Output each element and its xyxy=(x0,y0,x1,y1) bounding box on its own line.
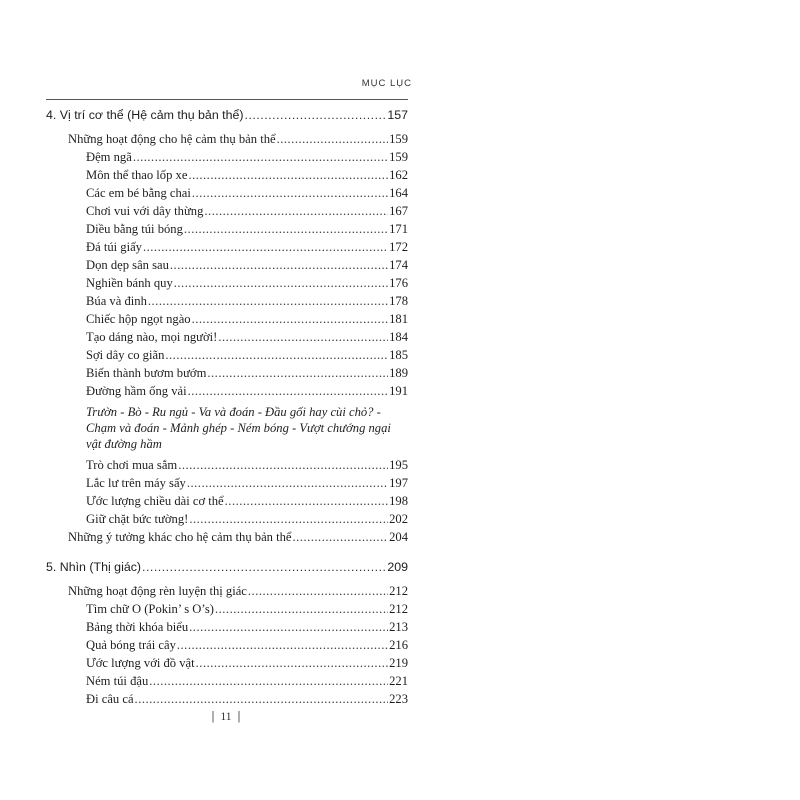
toc-item[interactable] xyxy=(46,310,408,328)
toc-item[interactable] xyxy=(46,346,408,364)
dot-leader xyxy=(277,130,389,148)
toc-page-number: 178 xyxy=(389,294,408,308)
toc-page-number: 185 xyxy=(389,348,408,362)
toc-entry-label: Giữ chặt bức tường! xyxy=(86,512,189,526)
dot-leader xyxy=(184,220,388,238)
toc-page-number: 212 xyxy=(389,602,408,616)
toc-page-number: 212 xyxy=(389,584,408,598)
folio-divider-icon: | xyxy=(237,711,241,723)
dot-leader xyxy=(248,582,388,600)
dot-leader xyxy=(188,382,389,400)
folio-divider-icon: | xyxy=(211,711,215,723)
toc-entry-label: Lắc lư trên máy sấy xyxy=(86,476,186,490)
toc-page-number: 162 xyxy=(389,168,408,182)
toc-entry-label: Tìm chữ O (Pokin’ s O’s) xyxy=(86,602,214,616)
toc-entry-label: Dọn dẹp sân sau xyxy=(86,258,169,272)
toc-entry-label: Chiếc hộp ngọt ngào xyxy=(86,312,191,326)
dot-leader xyxy=(192,310,389,328)
toc-entry-label: 4. Vị trí cơ thể (Hệ cảm thụ bản thể) xyxy=(46,108,244,122)
toc-page-number: 213 xyxy=(389,620,408,634)
toc-page-number: 197 xyxy=(389,476,408,490)
dot-leader xyxy=(192,184,388,202)
running-head: MỤC LỤC xyxy=(361,78,412,89)
toc-entry-label: Quả bóng trái cây xyxy=(86,638,176,652)
toc-item[interactable] xyxy=(46,256,408,274)
toc-entry-label: Môn thể thao lốp xe xyxy=(86,168,188,182)
toc-page-number: 181 xyxy=(389,312,408,326)
toc-entry-label: Biến thành bươm bướm xyxy=(86,366,207,380)
toc-item[interactable] xyxy=(46,202,408,220)
toc-page-number: 167 xyxy=(389,204,408,218)
toc-item[interactable] xyxy=(46,672,408,690)
toc-item[interactable] xyxy=(46,166,408,184)
dot-leader xyxy=(245,106,387,124)
dot-leader xyxy=(189,618,388,636)
toc-entry-label: Ước lượng chiều dài cơ thể xyxy=(86,494,224,508)
dot-leader xyxy=(207,364,388,382)
dot-leader xyxy=(225,492,388,510)
toc-section-4[interactable] xyxy=(46,106,408,124)
toc-section-5[interactable] xyxy=(46,558,408,576)
toc-page-number: 198 xyxy=(389,494,408,508)
toc-entry-label: 5. Nhìn (Thị giác) xyxy=(46,560,142,574)
toc-entry-label: Đệm ngã xyxy=(86,150,132,164)
toc-entry-label: Chơi vui với dây thừng xyxy=(86,204,204,218)
folio-number: 11 xyxy=(220,711,232,723)
dot-leader xyxy=(218,328,388,346)
toc-item[interactable] xyxy=(46,492,408,510)
toc-entry-label: Sợi dây co giãn xyxy=(86,348,165,362)
dot-leader xyxy=(135,690,389,708)
toc-page-number: 219 xyxy=(389,656,408,670)
toc-page-number: 159 xyxy=(389,150,408,164)
toc-entry-label: Ném túi đậu xyxy=(86,674,149,688)
dot-leader xyxy=(188,166,388,184)
toc-page-number: 209 xyxy=(387,560,408,574)
toc-page-number: 184 xyxy=(389,330,408,344)
toc-entry-label: Những hoạt động rèn luyện thị giác xyxy=(68,584,247,598)
toc-page-number: 172 xyxy=(389,240,408,254)
toc-entry-label: Những ý tưởng khác cho hệ cảm thụ bản thể xyxy=(68,530,292,544)
toc-entry-label: Đá túi giấy xyxy=(86,240,142,254)
dot-leader xyxy=(187,474,388,492)
toc-item[interactable] xyxy=(46,690,408,708)
toc-item[interactable] xyxy=(46,184,408,202)
dot-leader xyxy=(204,202,388,220)
dot-leader xyxy=(177,636,388,654)
dot-leader xyxy=(165,346,388,364)
toc-item[interactable] xyxy=(46,274,408,292)
dot-leader xyxy=(215,600,388,618)
dot-leader xyxy=(174,274,388,292)
toc-entry-label: Bảng thời khóa biểu xyxy=(86,620,189,634)
toc-item[interactable] xyxy=(46,474,408,492)
toc-page-number: 157 xyxy=(387,108,408,122)
dot-leader xyxy=(170,256,388,274)
dot-leader xyxy=(196,654,388,672)
toc-page-number: 164 xyxy=(389,186,408,200)
dot-leader xyxy=(143,238,388,256)
toc-item[interactable] xyxy=(46,654,408,672)
toc-entry-label: Tạo dáng nào, mọi người! xyxy=(86,330,218,344)
toc-subsection[interactable] xyxy=(46,528,408,546)
toc-page-number: 176 xyxy=(389,276,408,290)
toc-item[interactable] xyxy=(46,220,408,238)
toc-page-number: 171 xyxy=(389,222,408,236)
toc-page-number: 221 xyxy=(389,674,408,688)
toc-item[interactable] xyxy=(46,510,408,528)
toc-item[interactable] xyxy=(46,618,408,636)
toc-item[interactable] xyxy=(46,364,408,382)
toc-item[interactable] xyxy=(46,292,408,310)
dot-leader xyxy=(133,148,388,166)
toc-page-number: 159 xyxy=(389,132,408,146)
toc-item[interactable] xyxy=(46,636,408,654)
toc-entry-label: Các em bé bằng chai xyxy=(86,186,191,200)
dot-leader xyxy=(142,558,386,576)
toc-item[interactable] xyxy=(46,382,408,400)
toc-page-number: 202 xyxy=(389,512,408,526)
toc-entry-label: Nghiền bánh quy xyxy=(86,276,173,290)
toc-item[interactable] xyxy=(46,238,408,256)
toc-page-number: 195 xyxy=(389,458,408,472)
toc-item[interactable] xyxy=(46,148,408,166)
dot-leader xyxy=(148,292,388,310)
dot-leader xyxy=(149,672,388,690)
toc-item[interactable] xyxy=(46,456,408,474)
toc-page-number: 174 xyxy=(389,258,408,272)
toc-item[interactable] xyxy=(46,328,408,346)
toc-italic-note: Trườn - Bò - Ru ngủ - Va và đoán - Đầu gối hay cùi chỏ? - Chạm và đoán - Mảnh ghép - Ném bóng - Vượt chướng ngại vật đường hầm xyxy=(86,405,391,451)
toc-entry-label: Ước lượng với đồ vật xyxy=(86,656,195,670)
toc-entry-label: Những hoạt động cho hệ cảm thụ bản thể xyxy=(68,132,276,146)
toc-entry-label: Đường hầm ống vải xyxy=(86,384,187,398)
toc-entry-label: Đi câu cá xyxy=(86,692,134,706)
table-of-contents xyxy=(46,100,408,708)
toc-entry-label: Trò chơi mua sắm xyxy=(86,458,178,472)
dot-leader xyxy=(178,456,388,474)
toc-page-number: 216 xyxy=(389,638,408,652)
page-folio xyxy=(0,711,452,723)
toc-page-number: 189 xyxy=(389,366,408,380)
dot-leader xyxy=(189,510,388,528)
toc-subsection[interactable] xyxy=(46,130,408,148)
toc-item[interactable] xyxy=(46,600,408,618)
dot-leader xyxy=(293,528,389,546)
toc-page-number: 204 xyxy=(389,530,408,544)
toc-entry-label: Diều bằng túi bóng xyxy=(86,222,183,236)
toc-page-number: 223 xyxy=(389,692,408,706)
toc-subsection[interactable] xyxy=(46,582,408,600)
toc-entry-label: Búa và đinh xyxy=(86,294,147,308)
toc-page-number: 191 xyxy=(389,384,408,398)
